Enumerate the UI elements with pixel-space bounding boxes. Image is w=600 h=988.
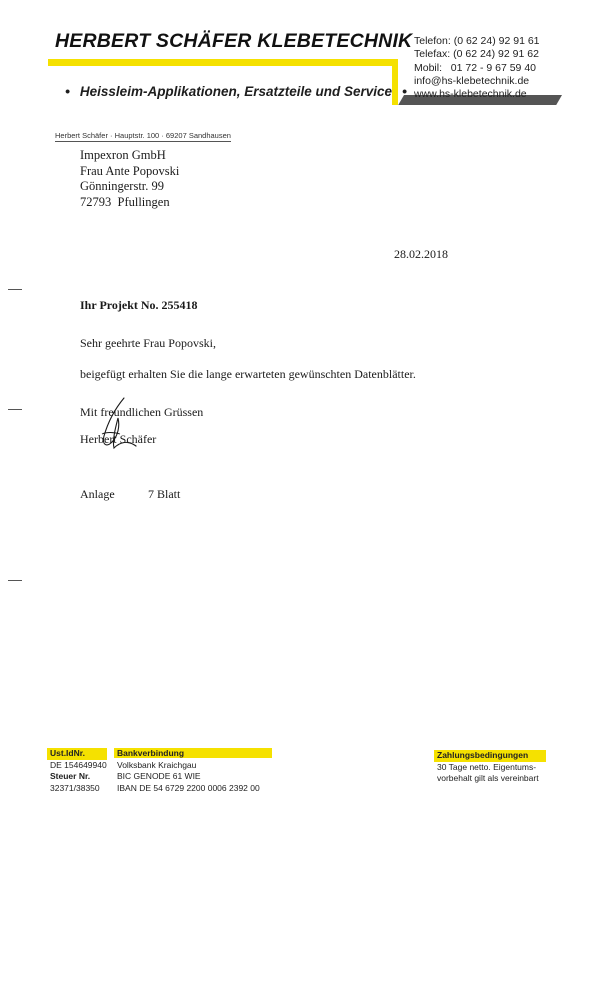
recipient-city: 72793 Pfullingen	[80, 194, 170, 209]
signer-name: Herbert Schäfer	[80, 432, 157, 446]
terms-label: Zahlungsbedingungen	[434, 750, 546, 762]
footer-tax-column	[50, 748, 107, 794]
bank-name: Volksbank Kraichgau	[117, 759, 197, 770]
contact-block	[414, 35, 540, 101]
bank-bic: BIC GENODE 61 WIE	[117, 771, 201, 781]
fold-mark	[8, 289, 22, 290]
handwritten-signature	[84, 396, 154, 456]
tagline-text: Heissleim-Applikationen, Ersatzteile und Service	[79, 84, 393, 99]
company-name: HERBERT SCHÄFER KLEBETECHNIK	[55, 30, 413, 52]
recipient-street: Gönningerstr. 99	[80, 179, 165, 193]
contact-fax: Telefax: (0 62 24) 92 91 62	[414, 48, 539, 61]
letterhead-yellow-band	[48, 59, 396, 66]
bullet-icon: •	[65, 83, 70, 99]
letter-greeting: Sehr geehrte Frau Popovski,	[80, 336, 216, 350]
sender-line: Herbert Schäfer · Hauptstr. 100 · 69207 Sandhausen	[55, 131, 231, 140]
bank-label: Bankverbindung	[117, 748, 185, 758]
letter-subject: Ihr Projekt No. 255418	[80, 298, 198, 312]
attachment-label: Anlage	[80, 487, 115, 501]
recipient-address	[80, 148, 179, 210]
company-tagline	[55, 83, 417, 99]
steuer-value: 32371/38350	[50, 782, 100, 793]
contact-email: info@hs-klebetechnik.de	[414, 74, 530, 87]
letter-date: 28.02.2018	[394, 247, 448, 261]
contact-mobile: Mobil: 01 72 - 9 67 59 40	[414, 61, 536, 74]
recipient-person: Frau Ante Popovski	[80, 163, 180, 178]
ust-label: Ust.IdNr.	[47, 748, 107, 760]
bullet-icon: •	[402, 83, 407, 99]
steuer-label: Steuer Nr.	[50, 771, 91, 781]
contact-website: www.hs-klebetechnik.de	[414, 88, 527, 101]
letter-body: beigefügt erhalten Sie die lange erwarteten gewünschten Datenblätter.	[80, 367, 416, 381]
attachment-value: 7 Blatt	[148, 487, 181, 501]
letter-closing: Mit freundlichen Grüssen	[80, 405, 204, 419]
fold-mark	[8, 580, 22, 581]
ust-value: DE 154649940	[50, 759, 107, 770]
terms-line: 30 Tage netto. Eigentums-	[437, 761, 537, 772]
footer-bank-column	[117, 748, 260, 794]
recipient-company: Impexron GmbH	[80, 148, 166, 162]
contact-phone: Telefon: (0 62 24) 92 91 61	[414, 35, 540, 47]
footer-terms-column	[437, 750, 546, 785]
terms-line: vorbehalt gilt als vereinbart	[437, 773, 539, 783]
bank-iban: IBAN DE 54 6729 2200 0006 2392 00	[117, 782, 260, 793]
fold-mark	[8, 409, 22, 410]
